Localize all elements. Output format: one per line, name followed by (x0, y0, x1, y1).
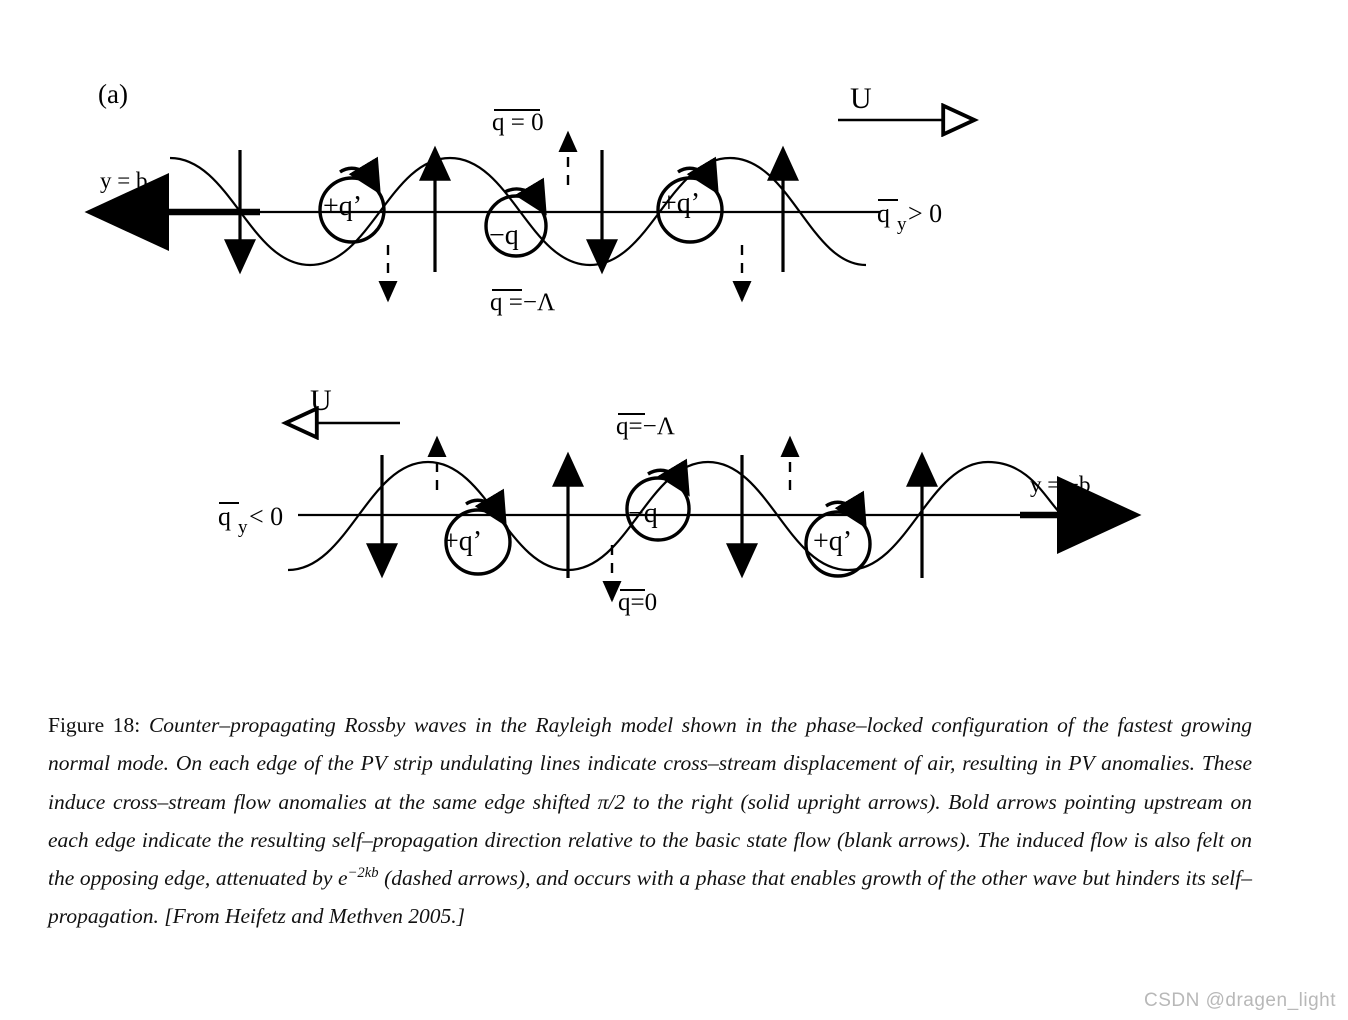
mean-pv-bottom-upper (616, 413, 675, 440)
pv-gradient-label-bottom (218, 502, 283, 538)
svg-text:q=0: q=0 (618, 589, 658, 616)
svg-text:−q: −q (628, 498, 658, 529)
svg-text:−q: −q (489, 220, 519, 251)
vortex-positive-2-bottom (806, 502, 870, 576)
svg-text:q: q (218, 502, 231, 531)
mean-pv-top-upper (492, 109, 544, 136)
svg-text:q = 0: q = 0 (492, 109, 544, 136)
vortex-positive-2-top (658, 168, 722, 242)
top-panel (98, 79, 972, 316)
svg-text:+q’: +q’ (813, 526, 853, 557)
flow-label-bottom: U (310, 384, 332, 417)
flow-label-top: U (850, 82, 872, 115)
edge-label-bottom: y = −b (1030, 472, 1091, 497)
caption-label: Figure 18: (48, 713, 141, 737)
vortex-positive-1-bottom (443, 500, 510, 574)
svg-text:q =−Λ: q =−Λ (490, 289, 556, 316)
caption-exponent: −2kb (347, 864, 379, 881)
caption-text-part1: Counter–propagating Rossby waves in the Rayleigh model shown in the phase–locked configuration of the fastest growing normal mode. On each edge of the PV strip undulating lines indicate cross–stream displacement of air, resulting in PV anomalies. These induce cross–stream flow anomalies at the same edge shifted π/2 to the right (solid upright arrows). Bold arrows pointing upstream on each edge indicate the resulting self–propagation direction relative to the basic state flow (blank arrows). The induced flow is also felt on the opposing edge, attenuated by e (48, 713, 1252, 891)
svg-text:< 0: < 0 (249, 502, 284, 531)
svg-text:q=−Λ: q=−Λ (616, 413, 675, 440)
edge-label-top: y = b (100, 168, 148, 193)
vortex-negative-top (486, 189, 546, 256)
vortex-positive-1-top (320, 168, 384, 242)
basic-flow-arrow-top (838, 82, 972, 120)
watermark: CSDN @dragen_light (1144, 990, 1336, 1011)
svg-text:+q’: +q’ (661, 188, 701, 219)
attenuated-flow-arrows-bottom (437, 438, 790, 600)
basic-flow-arrow-bottom (288, 384, 400, 423)
caption-text-part2: (dashed arrows), and occurs with a phase that enables growth of the other wave but hinders its self–propagation. [From Heifetz and Methven 2005.] (48, 866, 1252, 929)
mean-pv-top-lower (490, 289, 555, 316)
panel-label: (a) (98, 79, 128, 109)
svg-text:> 0: > 0 (908, 199, 943, 228)
svg-text:q: q (877, 199, 890, 228)
pv-gradient-label-top (877, 199, 942, 235)
mean-pv-bottom-lower (618, 589, 657, 616)
svg-text:+q’: +q’ (443, 526, 483, 557)
bottom-panel (218, 384, 1122, 616)
svg-text:y: y (238, 517, 248, 538)
svg-text:y: y (897, 214, 907, 235)
svg-text:+q’: +q’ (323, 191, 363, 222)
figure-caption (48, 706, 1252, 936)
vortex-negative-bottom (627, 470, 689, 540)
